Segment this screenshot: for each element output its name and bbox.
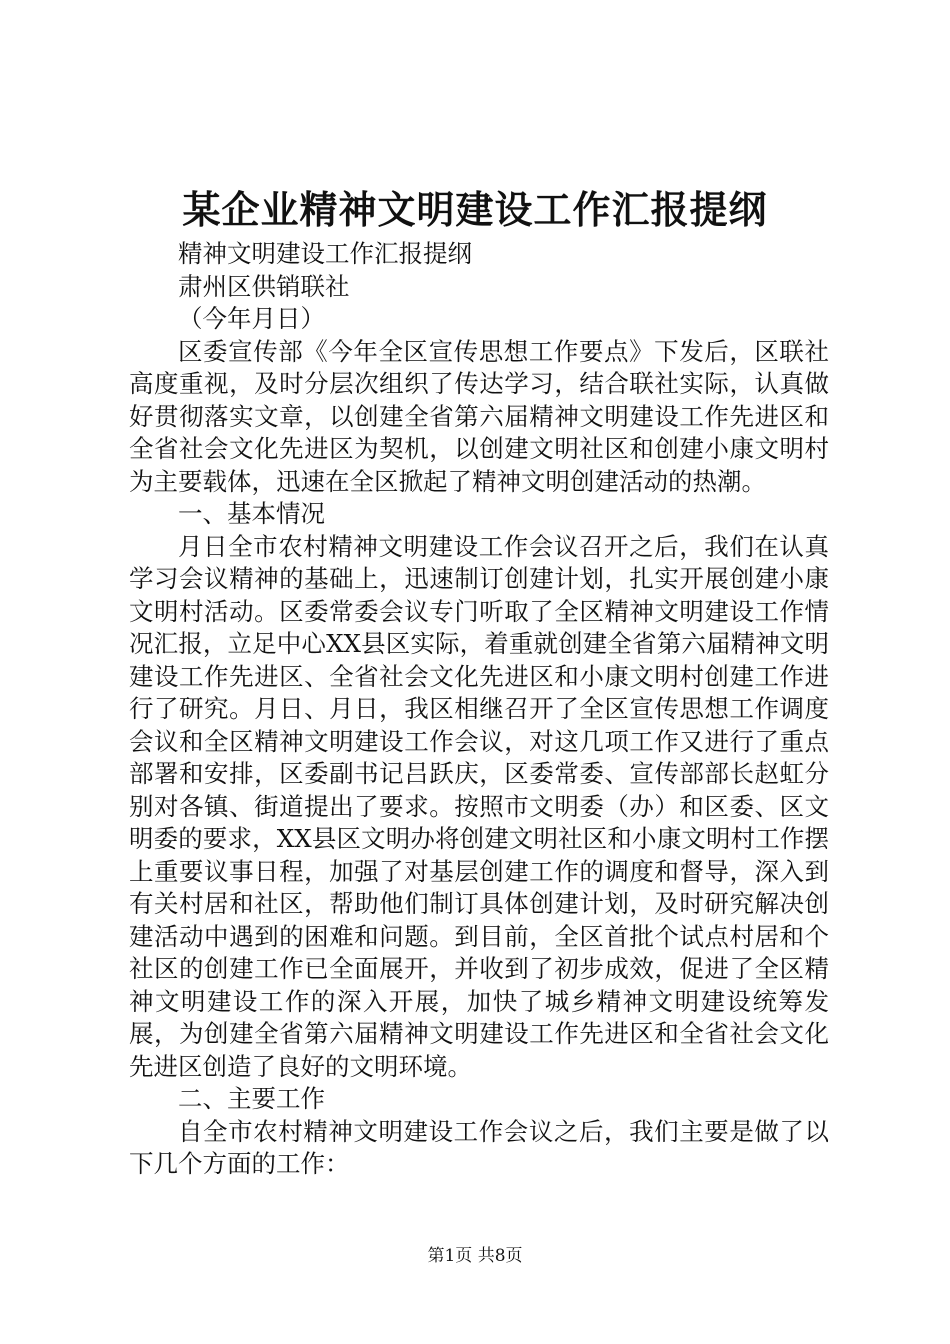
document-title: 某企业精神文明建设工作汇报提纲 [182,187,768,232]
paragraph-subtitle: 精神文明建设工作汇报提纲 [178,239,472,268]
paragraph-basic-situation: 月日全市农村精神文明建设工作会议召开之后，我们在认真学习会议精神的基础上，迅速制订创建计划，扎实开展创建小康文明村活动。区委常委会议专门听取了全区精神文明建设工作情况汇报，立足中心XX县区实际，着重就创建全省第六届精神文明建设工作先进区、全省社会文化先进区和小康文明村创建工作进行了研究。月日、月日，我区相继召开了全区宣传思想工作调度会议和全区精神文明建设工作会议，对这几项工作又进行了重点部署和安排，区委副书记吕跃庆，区委常委、宣传部部长赵虹分别对各镇、街道提出了要求。按照市文明委（办）和区委、区文明委的要求，XX县区文明办将创建文明社区和小康文明村工作摆上重要议事日程，加强了对基层创建工作的调度和督导，深入到有关村居和社区，帮助他们制订具体创建计划，及时研究解决创建活动中遇到的困难和问题。到目前，全区首批个试点村居和个社区的创建工作已全面展开，并收到了初步成效，促进了全区精神文明建设工作的深入开展，加快了城乡精神文明建设统筹发展，为创建全省第六届精神文明建设工作先进区和全省社会文化先进区创造了良好的文明环境。 [129,531,829,1081]
paragraph-organization: 肃州区供销联社 [178,271,350,301]
document-body [129,238,829,1181]
paragraph-intro: 区委宣传部《今年全区宣传思想工作要点》下发后，区联社高度重视，及时分层次组织了传达学习，结合联社实际，认真做好贯彻落实文章，以创建全省第六届精神文明建设工作先进区和全省社会文化先进区为契机，以创建文明社区和创建小康文明村为主要载体，迅速在全区掀起了精神文明创建活动的热潮。 [129,336,829,496]
paragraph-date: （今年月日） [178,304,325,333]
paragraph-main-work: 自全市农村精神文明建设工作会议之后，我们主要是做了以下几个方面的工作： [129,1116,829,1178]
section-heading-basic: 一、基本情况 [178,499,325,528]
page-number-footer: 第1页 共8页 [427,1246,523,1266]
section-heading-main-work: 二、主要工作 [178,1084,325,1113]
